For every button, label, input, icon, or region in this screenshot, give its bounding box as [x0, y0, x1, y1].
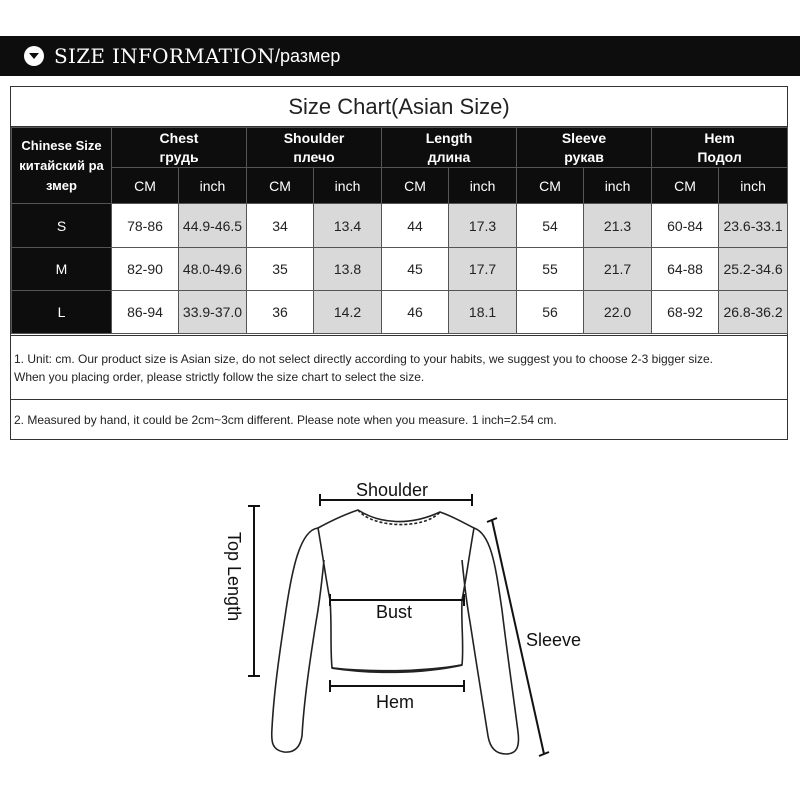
table-cell: 33.9-37.0: [179, 291, 247, 334]
top-length-label: Top Length: [224, 532, 244, 622]
note-unit: [11, 335, 787, 399]
table-cell: 45: [382, 248, 449, 291]
column-header-sleeve: [517, 128, 652, 168]
unit-cm: CM: [652, 168, 719, 204]
right-sleeve-outline: [462, 528, 519, 754]
unit-inch: inch: [449, 168, 517, 204]
table-cell: 22.0: [584, 291, 652, 334]
table-cell: 44.9-46.5: [179, 204, 247, 248]
size-chart-sheet: [10, 86, 788, 440]
measurement-diagram: [0, 450, 800, 800]
size-label: M: [12, 248, 112, 291]
note-unit-line2: When you placing order, please strictly follow the size chart to select the size.: [14, 370, 425, 384]
shoulder-label: Shoulder: [356, 480, 429, 500]
unit-cm: CM: [112, 168, 179, 204]
unit-inch: inch: [719, 168, 788, 204]
unit-cm: CM: [382, 168, 449, 204]
size-label: L: [12, 291, 112, 334]
hem-label: Hem: [376, 692, 415, 712]
unit-inch: inch: [314, 168, 382, 204]
note-unit-line1: 1. Unit: cm. Our product size is Asian size, do not select directly according to your habits, we suggest you to choose 2-3 bigger size.: [14, 352, 714, 366]
table-cell: 17.7: [449, 248, 517, 291]
table-cell: 25.2-34.6: [719, 248, 788, 291]
table-cell: 54: [517, 204, 584, 248]
banner-title: SIZE INFORMATION: [54, 44, 275, 68]
column-header-length: [382, 128, 517, 168]
table-cell: 18.1: [449, 291, 517, 334]
table-cell: 13.4: [314, 204, 382, 248]
table-cell: 48.0-49.6: [179, 248, 247, 291]
table-cell: 68-92: [652, 291, 719, 334]
table-cell: 17.3: [449, 204, 517, 248]
bust-label: Bust: [376, 602, 413, 622]
table-cell: 46: [382, 291, 449, 334]
banner-subtitle: /размер: [274, 45, 341, 66]
header-name: Chest: [159, 129, 199, 146]
table-cell: 82-90: [112, 248, 179, 291]
table-cell: 35: [247, 248, 314, 291]
header-ru: грудь: [159, 148, 199, 165]
table-cell: 60-84: [652, 204, 719, 248]
size-chart-title: Size Chart(Asian Size): [11, 87, 787, 127]
left-sleeve-outline: [272, 528, 324, 752]
table-cell: 34: [247, 204, 314, 248]
table-cell: 78-86: [112, 204, 179, 248]
table-cell: 21.7: [584, 248, 652, 291]
table-cell: 56: [517, 291, 584, 334]
table-cell: 26.8-36.2: [719, 291, 788, 334]
header-name: Hem: [704, 129, 735, 146]
top-length-measure-line: [248, 506, 260, 676]
garment-illustration: [0, 450, 800, 800]
table-cell: 64-88: [652, 248, 719, 291]
header-name: Shoulder: [283, 129, 345, 146]
size-column-header: [12, 128, 112, 204]
body-outline: [318, 510, 474, 671]
table-cell: 86-94: [112, 291, 179, 334]
table-cell: 55: [517, 248, 584, 291]
column-header-chest: [112, 128, 247, 168]
table-cell: 23.6-33.1: [719, 204, 788, 248]
size-header-line2: китайский ра: [19, 157, 104, 173]
table-row: [12, 248, 788, 291]
unit-cm: CM: [517, 168, 584, 204]
size-header-line3: змер: [46, 177, 77, 193]
unit-cm: CM: [247, 168, 314, 204]
header-ru: рукав: [564, 148, 604, 165]
header-name: Length: [425, 129, 473, 146]
table-cell: 44: [382, 204, 449, 248]
column-header-hem: [652, 128, 788, 168]
chevron-down-circle-icon: [24, 46, 44, 66]
table-cell: 13.8: [314, 248, 382, 291]
table-cell: 21.3: [584, 204, 652, 248]
header-ru: длина: [427, 148, 471, 165]
table-row: [12, 204, 788, 248]
note-measurement: 2. Measured by hand, it could be 2cm~3cm different. Please note when you measure. 1 inch=2.54 cm.: [11, 399, 787, 439]
column-header-shoulder: [247, 128, 382, 168]
size-header-line1: Chinese Size: [21, 137, 102, 153]
size-information-banner: [0, 36, 800, 76]
size-label: S: [12, 204, 112, 248]
unit-inch: inch: [179, 168, 247, 204]
sleeve-label: Sleeve: [526, 630, 582, 650]
table-cell: 14.2: [314, 291, 382, 334]
table-cell: 36: [247, 291, 314, 334]
table-row: [12, 291, 788, 334]
hem-measure-line: [330, 680, 464, 692]
unit-inch: inch: [584, 168, 652, 204]
header-name: Sleeve: [561, 129, 607, 146]
header-ru: плечо: [293, 148, 335, 165]
header-ru: Подол: [697, 148, 742, 165]
size-table: [11, 127, 788, 334]
